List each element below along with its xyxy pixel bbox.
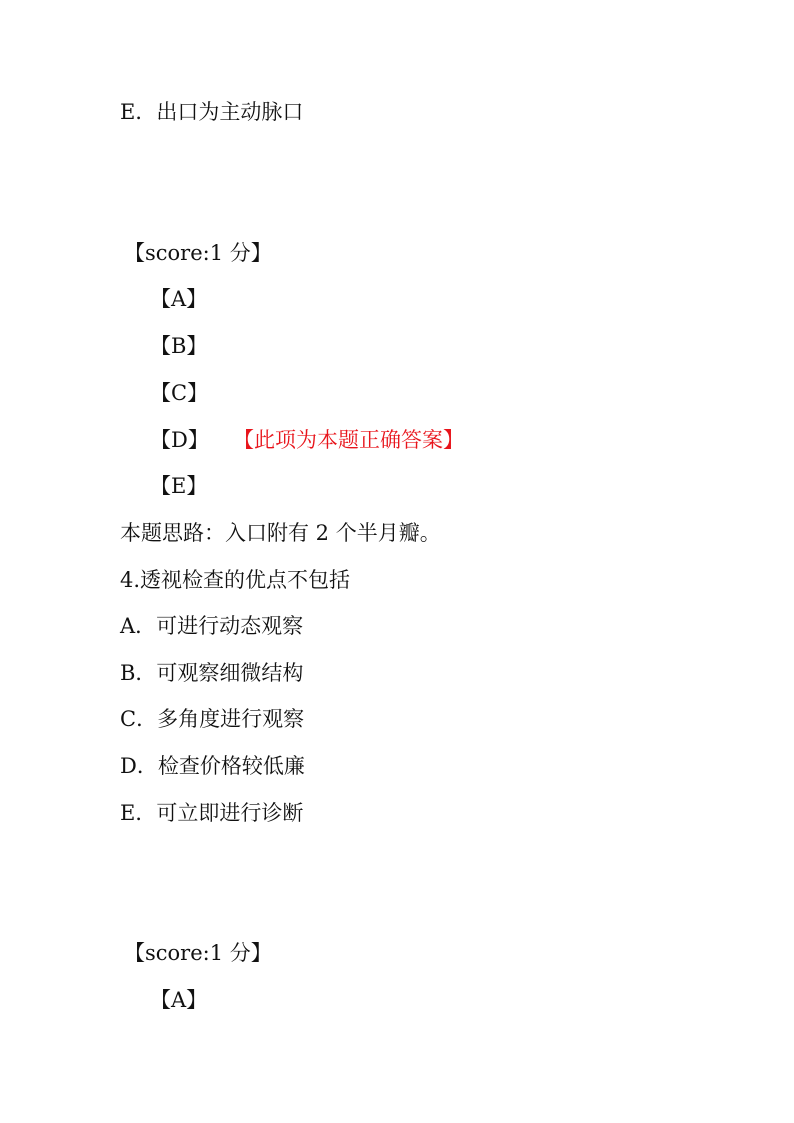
prev-question-choice-e: 【E】 [150, 474, 208, 498]
question-4-option-a: A．可进行动态观察 [120, 614, 304, 638]
question-4-choice-a: 【A】 [150, 988, 208, 1012]
question-4-score: 【score:1 分】 [124, 941, 272, 965]
prev-question-explanation: 本题思路：入口附有 2 个半月瓣。 [120, 521, 441, 545]
question-4-option-b: B．可观察细微结构 [120, 661, 304, 685]
prev-question-choice-d: 【D】 [150, 428, 209, 452]
question-4-option-d: D．检查价格较低廉 [120, 754, 305, 778]
prev-question-score: 【score:1 分】 [124, 241, 272, 265]
prev-question-choice-a: 【A】 [150, 287, 208, 311]
question-4-stem: 4.透视检查的优点不包括 [120, 568, 351, 592]
question-4-option-c: C．多角度进行观察 [120, 707, 305, 731]
prev-question-choice-c: 【C】 [150, 381, 209, 405]
question-4-option-e: E．可立即进行诊断 [120, 801, 304, 825]
prev-question-option-e: E．出口为主动脉口 [120, 100, 304, 124]
prev-question-choice-b: 【B】 [150, 334, 208, 358]
correct-answer-marker: 【此项为本题正确答案】 [233, 428, 464, 452]
